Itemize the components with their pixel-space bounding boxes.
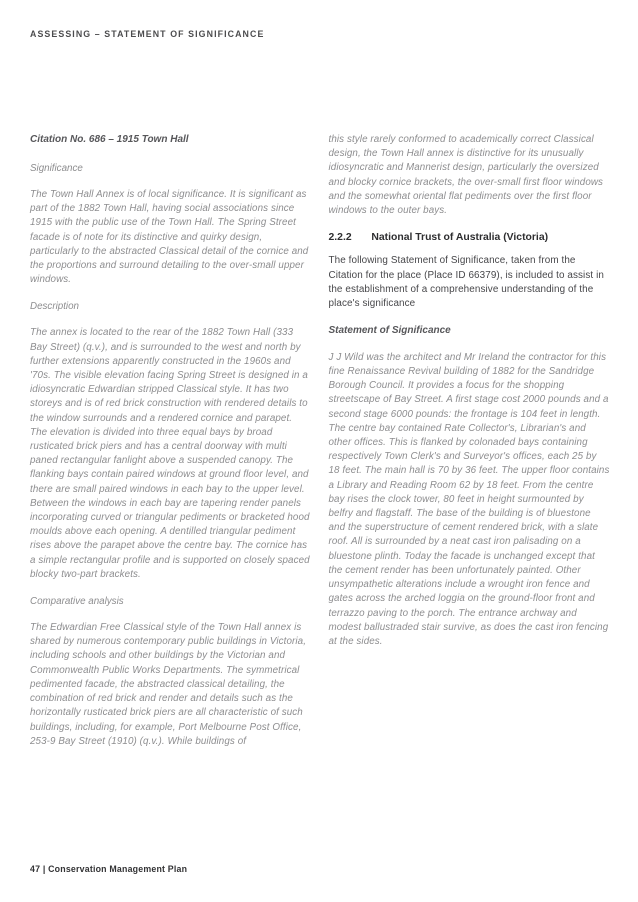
statement-of-significance-text: J J Wild was the architect and Mr Ireland the contractor for this fine Renaissance Revival building of 1882 for the Sandridge Borough Council. It provides a focus for the shopping streetscape of Bay Street. A first stage cost 2000 pounds and a second stage 6000 pounds: the frontage is 104 feet in length. The centre bay contained Rate Collector's, Librarian's and other offices. This is flanked by colonaded bays containing respectively Town Clerk's and Surveyor's offices, each 25 by 18 feet. The main hall is 70 by 36 feet. The upper floor contains a Library and Reading Room 62 by 18 feet. From the centre bay rises the clock tower, 80 feet in height surmounted by belfry and flagstaff. The base of the building is of bluestone and the superstructure of cement rendered brick, with a slate roof. All is surrounded by a neat cast iron palisading on a bluestone plinth. Today the facade is unchanged except that the cement render has been unfortunately painted. Other unsympathetic alterations include a wrought iron fence and gates across the arched loggia on the ground-floor front and terrazzo paving to the porch. The entrance archway and modest ballustraded stair survive, as does the cast iron fencing at the sides. bbox=[328, 351, 610, 647]
statement-of-significance-heading: Statement of Significance bbox=[328, 324, 451, 336]
section-heading bbox=[329, 231, 611, 245]
description-heading: Description bbox=[30, 301, 80, 313]
section-title: National Trust of Australia (Victoria) bbox=[371, 232, 549, 244]
comparative-analysis-text: The Edwardian Free Classical style of the Town Hall annex is shared by numerous contemporary public buildings in Victoria, including schools and other buildings by the Victorian and Commonwealth Public Works Departments. The symmetrical pedimented facade, the abstracted classical detailing, the combination of red brick and render and details such as the horizontally rusticated brick piers are all characteristic of such buildings, including, for example, Port Melbourne Post Office, 253-9 Bay Street (1910) (q.v.). While buildings of bbox=[30, 622, 307, 747]
running-header: ASSESSING – STATEMENT OF SIGNIFICANCE bbox=[30, 29, 265, 39]
citation-title: Citation No. 686 – 1915 Town Hall bbox=[30, 134, 189, 145]
significance-heading: Significance bbox=[30, 163, 83, 174]
right-column bbox=[329, 133, 611, 762]
two-column-layout bbox=[30, 133, 610, 762]
page-footer: 47 | Conservation Management Plan bbox=[30, 864, 188, 874]
section-intro-text: The following Statement of Significance, taken from the Citation for the place (Place ID 66379), is included to assist in the establishment of a comprehensive understanding of the place's significance bbox=[328, 255, 604, 310]
description-text: The annex is located to the rear of the 1882 Town Hall (333 Bay Street) (q.v.), and is surrounded to the west and north by further extensions apparently constructed in the 1960s and '70s. The visible elevation facing Spring Street is designed in a idiosyncratic Edwardian stripped Classical style. It has two storeys and is of red brick construction with rendered details to the window surrounds and a rendered cornice and parapet. The elevation is divided into three equal bays by broad rusticated brick piers and has a central doorway with multi paned rectangular fanlight above a suspended canopy. The flanking bays contain paired windows at ground floor level, and there are small paired windows in each bay to the upper level. Between the windows in each bay are tapering render panels incorporating curved or triangular pediments or bracketed hood moulds above each opening. A dentilled triangular pediment rises above the parapet above the centre bay. The cornice has a simple rectangular profile and is supported on closely spaced blocky two-part brackets. bbox=[30, 327, 310, 580]
significance-text: The Town Hall Annex is of local significance. It is significant as part of the 1882 Town Hall, having social associations since 1915 with the public use of the Town Hall. The Spring Street facade is of note for its distinctive and quirky design, particularly to the abstracted Classical detail of the cornice and the proportions and surround detailing to the over-small upper windows. bbox=[30, 189, 309, 286]
continuation-text: this style rarely conformed to academically correct Classical design, the Town Hall annex is distinctive for its unusually idiosyncratic and Mannerist design, particularly the oversized and blocky cornice brackets, the over-small first floor windows and the somewhat oriental flat pediments over the first floor windows to the outer bays. bbox=[328, 134, 604, 217]
comparative-analysis-heading: Comparative analysis bbox=[30, 596, 124, 608]
section-number: 2.2.2 bbox=[328, 232, 352, 244]
left-column bbox=[30, 133, 312, 762]
